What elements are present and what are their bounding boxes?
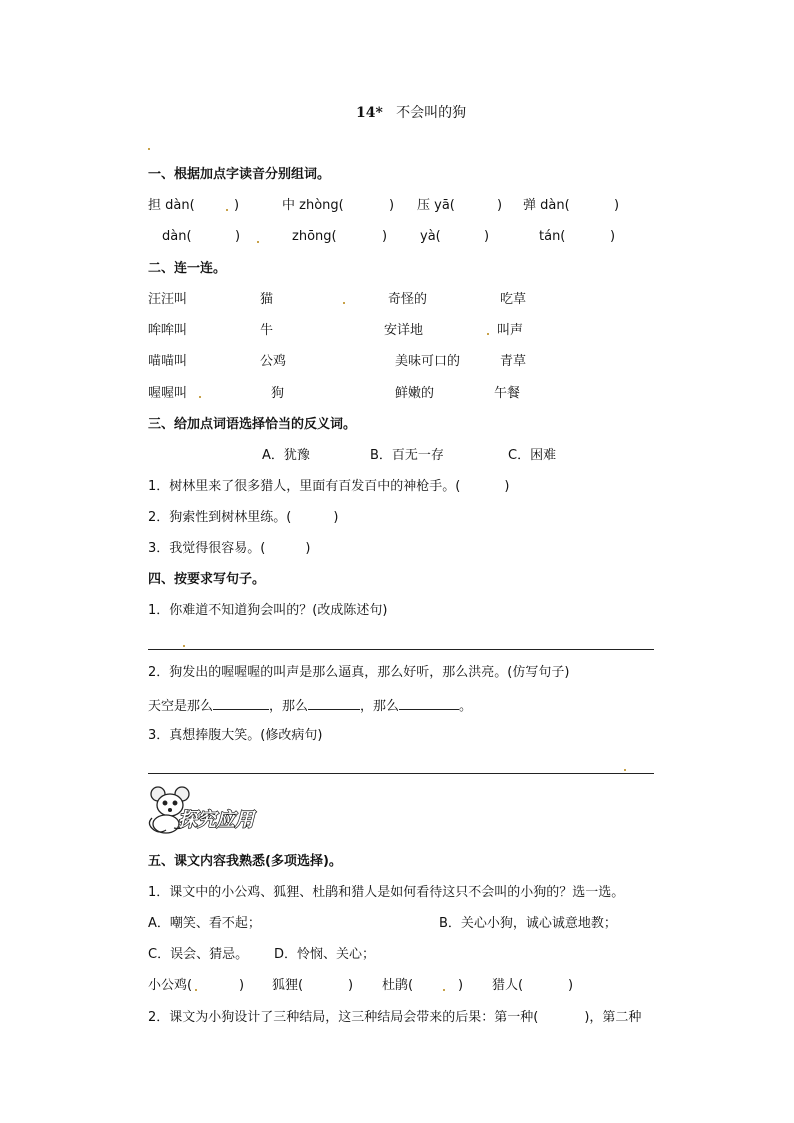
imitation-mid: ，那么 (269, 699, 309, 714)
imitation-prefix: 天空是那么 (148, 699, 214, 714)
ans-fox-close: ) (348, 978, 354, 993)
ans-hunter-close: ) (568, 978, 574, 993)
s1-r2-f: ) (484, 229, 490, 244)
match-noun: 吃草 (500, 292, 527, 307)
imitation-mid2: ，那么 (360, 699, 400, 714)
match-left: 喵喵叫 (148, 354, 188, 369)
match-animal: 猫 (260, 292, 274, 307)
match-left: 哞哞叫 (148, 323, 188, 338)
s3-q3-text: 3．我觉得很容易。( (148, 541, 266, 556)
s1-r1-a: 担 dàn( (148, 198, 195, 213)
s1-r2-e: yà( (420, 229, 441, 244)
s4-question-2: 2．狗发出的喔喔喔的叫声是那么逼真，那么好听，那么洪亮。(仿写句子) (148, 665, 570, 680)
decor-dot (195, 989, 197, 991)
s1-r1-c: 中 zhòng( (282, 198, 344, 213)
s3-q2-close: ) (333, 510, 339, 525)
section-3-heading: 三、给加点词语选择恰当的反义词。 (148, 417, 357, 432)
s4-question-3: 3．真想捧腹大笑。(修改病句) (148, 728, 323, 743)
answer-line[interactable] (148, 773, 654, 774)
match-adj: 奇怪的 (388, 292, 428, 307)
match-animal: 公鸡 (260, 354, 287, 369)
section-4-heading: 四、按要求写句子。 (148, 572, 266, 587)
ans-rooster: 小公鸡( (148, 978, 193, 993)
option-b: B．百无一存 (370, 448, 444, 463)
s3-q2-text: 2．狗索性到树林里练。( (148, 510, 292, 525)
match-adj: 美味可口的 (395, 354, 461, 369)
ans-fox: 狐狸( (272, 978, 304, 993)
match-left: 喔喔叫 (148, 386, 188, 401)
s5-option-d: D．怜悯、关心； (274, 947, 376, 962)
match-noun: 青草 (500, 354, 527, 369)
s1-r1-b: ) (234, 198, 240, 213)
s1-r2-b: ) (235, 229, 241, 244)
lesson-number: 14* (356, 105, 383, 121)
s5-option-c: C．误会、猜忌。 (148, 947, 249, 962)
s3-q1-close: ) (504, 479, 510, 494)
match-animal: 狗 (271, 386, 285, 401)
s3-question-2 (148, 510, 338, 526)
match-noun: 午餐 (494, 386, 521, 401)
ans-cuckoo-close: ) (458, 978, 464, 993)
s1-r2-h: ) (610, 229, 616, 244)
s1-r2-a: dàn( (162, 229, 192, 244)
s5-q2-close: )，第二种 (584, 1010, 642, 1025)
s5-question-1: 1．课文中的小公鸡、狐狸、杜鹃和猎人是如何看待这只不会叫的小狗的？选一选。 (148, 885, 625, 900)
decor-dot (343, 302, 345, 304)
lesson-title: 不会叫的狗 (396, 105, 467, 121)
match-adj: 鲜嫩的 (395, 386, 435, 401)
blank-1[interactable] (213, 697, 269, 710)
answer-line[interactable] (148, 649, 654, 650)
s3-question-1 (148, 479, 509, 495)
decor-dot (443, 989, 445, 991)
page-title (356, 105, 466, 121)
s1-r2-d: ) (382, 229, 388, 244)
s1-r1-d: ) (389, 198, 395, 213)
section-2-heading: 二、连一连。 (148, 261, 227, 276)
s1-r1-g: 弹 dàn( (523, 198, 570, 213)
section-1-heading: 一、根据加点字读音分别组词。 (148, 167, 331, 182)
s3-question-3 (148, 541, 310, 557)
s1-r1-e: 压 yā( (417, 198, 455, 213)
ans-hunter: 猎人( (492, 978, 524, 993)
blank-3[interactable] (399, 697, 459, 710)
s5-question-2 (148, 1010, 641, 1026)
match-noun: 叫声 (497, 323, 524, 338)
badge-text: 探究应用 (178, 809, 255, 831)
blank-2[interactable] (308, 697, 360, 710)
decor-dot (624, 769, 626, 771)
ans-cuckoo: 杜鹃( (382, 978, 414, 993)
decor-dot (257, 241, 259, 243)
s5-q2-text: 2．课文为小狗设计了三种结局，这三种结局会带来的后果：第一种( (148, 1010, 539, 1025)
s3-q3-close: ) (305, 541, 311, 556)
match-left: 汪汪叫 (148, 292, 188, 307)
s1-r2-c: zhōng( (292, 229, 337, 244)
s3-q1-text: 1．树林里来了很多猎人，里面有百发百中的神枪手。( (148, 479, 461, 494)
decor-dot (226, 209, 228, 211)
s1-r1-h: ) (614, 198, 620, 213)
s4-question-1: 1．你难道不知道狗会叫的？(改成陈述句) (148, 603, 388, 618)
decor-dot (199, 396, 201, 398)
imitation-end: 。 (459, 699, 473, 714)
option-c: C．困难 (508, 448, 557, 463)
decor-dot (183, 645, 185, 647)
match-adj: 安详地 (384, 323, 424, 338)
option-a: A．犹豫 (262, 448, 310, 463)
s4-imitation-line (148, 697, 472, 715)
section-5-heading: 五、课文内容我熟悉(多项选择)。 (148, 854, 342, 869)
explore-apply-badge (146, 784, 276, 836)
decor-dot (148, 148, 150, 150)
ans-rooster-close: ) (239, 978, 245, 993)
s1-r1-f: ) (497, 198, 503, 213)
s5-option-a: A．嘲笑、看不起； (148, 916, 261, 931)
decor-dot (487, 333, 489, 335)
match-animal: 牛 (260, 323, 274, 338)
s5-option-b: B．关心小狗，诚心诚意地教； (439, 916, 617, 931)
s1-r2-g: tán( (539, 229, 566, 244)
